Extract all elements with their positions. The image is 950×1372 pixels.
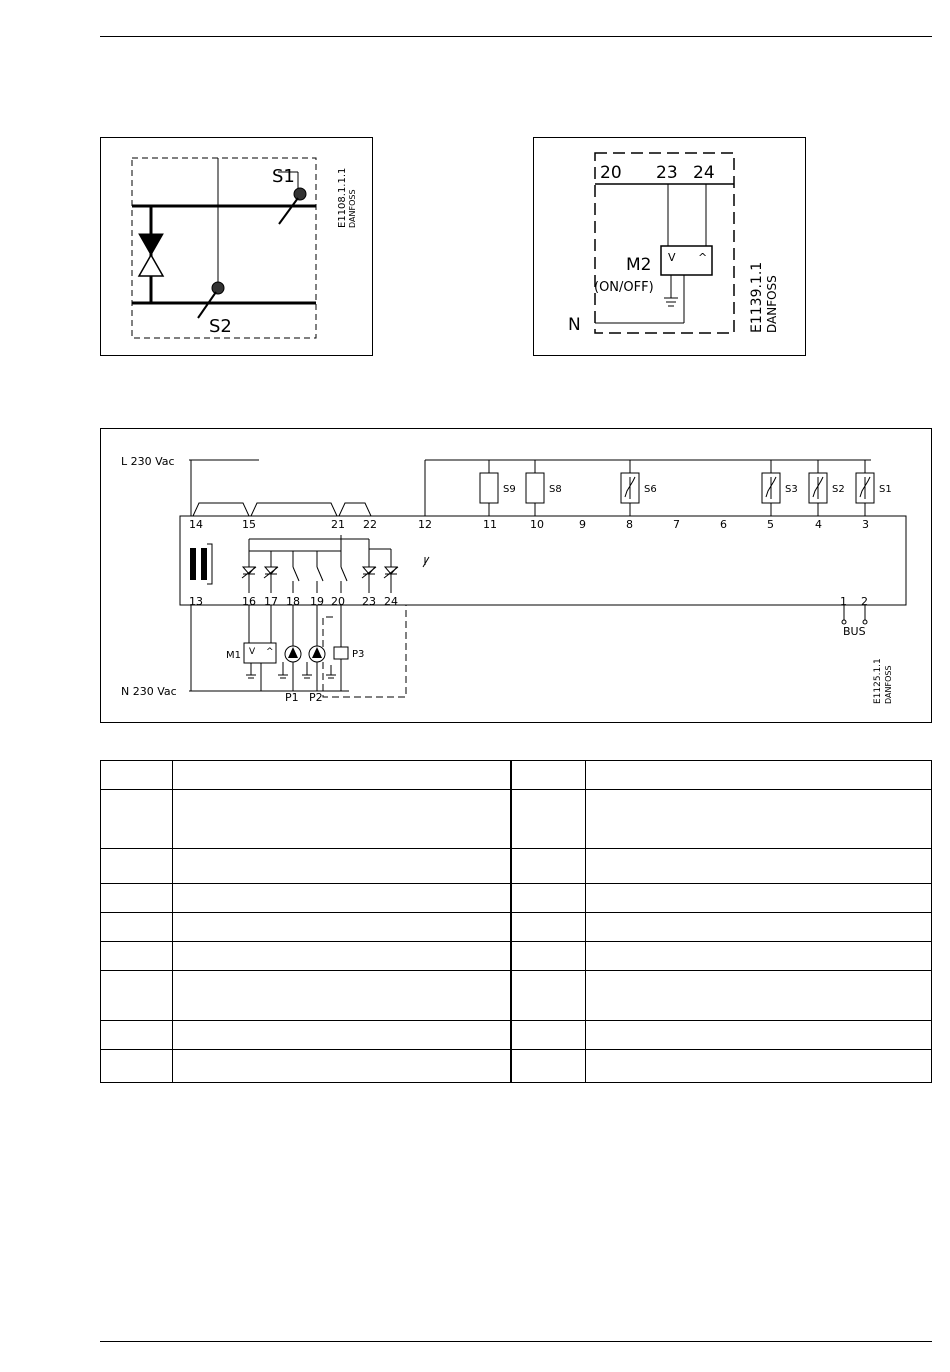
terminal-24: 24 <box>384 595 398 608</box>
m2-wiring-figure <box>533 137 806 356</box>
header-rule <box>100 36 932 37</box>
m2-wiring-diagram <box>534 138 807 357</box>
relay-contact-20-icon <box>341 567 347 581</box>
table-cell <box>173 913 512 942</box>
table-cell <box>173 790 512 849</box>
table-cell <box>101 971 173 1021</box>
figure-ref-code: E1139.1.1 <box>749 261 765 333</box>
table-cell <box>511 942 586 971</box>
table-cell <box>586 884 932 913</box>
check-valve-icon <box>139 234 163 255</box>
sensor-s2-label: S2 <box>832 484 845 495</box>
table-cell <box>511 790 586 849</box>
bus-terminal-1: 1 <box>840 595 847 608</box>
table-cell <box>586 1050 932 1083</box>
terminal-7: 7 <box>673 518 680 531</box>
terminal-16: 16 <box>242 595 256 608</box>
table-cell <box>511 971 586 1021</box>
svg-text:^: ^ <box>266 647 274 657</box>
figure-brand: DANFOSS <box>765 275 779 333</box>
terminal-18: 18 <box>286 595 300 608</box>
terminal-21: 21 <box>331 518 345 531</box>
sensor-s2-icon <box>809 460 827 516</box>
sensor-s8-label: S8 <box>549 484 562 495</box>
motor-m2-label: M2 <box>626 255 652 275</box>
sensor-s6-icon <box>621 460 639 516</box>
table-cell <box>173 1021 512 1050</box>
svg-text:V: V <box>249 647 256 657</box>
terminal-9: 9 <box>579 518 586 531</box>
table-cell <box>101 884 173 913</box>
table-row <box>101 761 932 790</box>
table-cell <box>586 849 932 884</box>
sensor-s1-label: S1 <box>879 484 892 495</box>
table-row <box>101 1050 932 1083</box>
hydraulic-diagram <box>101 138 374 357</box>
relay-contact-19-icon <box>317 567 323 581</box>
terminal-3: 3 <box>862 518 869 531</box>
table-cell <box>101 942 173 971</box>
table-row <box>101 1021 932 1050</box>
motor-m2-mode: (ON/OFF) <box>594 280 654 295</box>
motor-m1-label: M1 <box>226 650 241 661</box>
sensor-s3-label: S3 <box>785 484 798 495</box>
sensor-s1-icon <box>856 460 874 516</box>
relay-p3-box <box>334 647 348 659</box>
terminal-20: 20 <box>600 163 622 183</box>
table-cell <box>173 849 512 884</box>
table-cell <box>173 761 512 790</box>
table-cell <box>586 971 932 1021</box>
terminal-24: 24 <box>693 163 715 183</box>
svg-text:V: V <box>668 251 676 264</box>
table-cell <box>586 761 932 790</box>
terminal-6: 6 <box>720 518 727 531</box>
table-cell <box>101 913 173 942</box>
table-row <box>101 884 932 913</box>
pump-p1-label: P1 <box>285 691 299 704</box>
sensor-s8-box <box>526 473 544 503</box>
table-cell <box>586 1021 932 1050</box>
table-row <box>101 971 932 1021</box>
sensor-s3-icon <box>762 460 780 516</box>
svg-text:^: ^ <box>698 251 708 264</box>
footer-rule <box>100 1341 932 1342</box>
terminal-8: 8 <box>626 518 633 531</box>
terminal-22: 22 <box>363 518 377 531</box>
terminal-23: 23 <box>656 163 678 183</box>
table-cell <box>173 942 512 971</box>
terminal-4: 4 <box>815 518 822 531</box>
bus-label: BUS <box>843 625 866 638</box>
figure-brand: DANFOSS <box>348 189 357 228</box>
pump-p2-label: P2 <box>309 691 323 704</box>
table-cell <box>511 761 586 790</box>
table-cell <box>511 913 586 942</box>
hydraulic-diagram-figure <box>100 137 373 356</box>
terminal-20: 20 <box>331 595 345 608</box>
table-row <box>101 942 932 971</box>
table-cell <box>101 761 173 790</box>
table-row <box>101 790 932 849</box>
terminal-5: 5 <box>767 518 774 531</box>
sensor-s9-label: S9 <box>503 484 516 495</box>
sensor-s9-box <box>480 473 498 503</box>
triac-23-icon <box>362 549 376 593</box>
table-cell <box>511 849 586 884</box>
table-cell <box>101 1021 173 1050</box>
bus-terminal-2: 2 <box>861 595 868 608</box>
transformer-icon <box>190 548 196 580</box>
supply-l-label: L 230 Vac <box>121 455 175 468</box>
switch-12-icon <box>423 557 429 567</box>
table-cell <box>586 913 932 942</box>
triac-16-icon <box>242 559 256 593</box>
terminal-19: 19 <box>310 595 324 608</box>
table-cell <box>173 884 512 913</box>
sensor-s1-icon <box>294 188 306 200</box>
table-cell <box>511 1050 586 1083</box>
controller-wiring-figure <box>100 428 932 723</box>
legend-table <box>100 760 932 1083</box>
sensor-s6-label: S6 <box>644 484 657 495</box>
figure-ref-code: E1125.1.1 <box>873 658 883 704</box>
terminal-14: 14 <box>189 518 203 531</box>
supply-n-label: N 230 Vac <box>121 685 177 698</box>
terminal-15: 15 <box>242 518 256 531</box>
table-row <box>101 849 932 884</box>
figure-ref-code: E1108.1.1.1 <box>337 167 348 228</box>
terminal-10: 10 <box>530 518 544 531</box>
terminal-12: 12 <box>418 518 432 531</box>
figure-brand: DANFOSS <box>884 665 893 704</box>
table-cell <box>101 1050 173 1083</box>
triac-24-icon <box>384 549 398 593</box>
sensor-s1-label: S1 <box>272 166 295 187</box>
table-cell <box>586 790 932 849</box>
relay-p3-label: P3 <box>352 649 365 660</box>
sensor-s2-label: S2 <box>209 316 232 337</box>
table-cell <box>586 942 932 971</box>
table-cell <box>511 884 586 913</box>
relay-contact-18-icon <box>293 567 299 581</box>
table-cell <box>101 849 173 884</box>
terminal-23: 23 <box>362 595 376 608</box>
table-cell <box>173 971 512 1021</box>
sensor-s2-icon <box>212 282 224 294</box>
terminal-13: 13 <box>189 595 203 608</box>
table-row <box>101 913 932 942</box>
terminal-17: 17 <box>264 595 278 608</box>
table-cell <box>101 790 173 849</box>
terminal-11: 11 <box>483 518 497 531</box>
table-cell <box>511 1021 586 1050</box>
neutral-label: N <box>568 315 581 335</box>
controller-wiring-diagram <box>101 429 933 724</box>
triac-17-icon <box>264 551 278 593</box>
table-cell <box>173 1050 512 1083</box>
